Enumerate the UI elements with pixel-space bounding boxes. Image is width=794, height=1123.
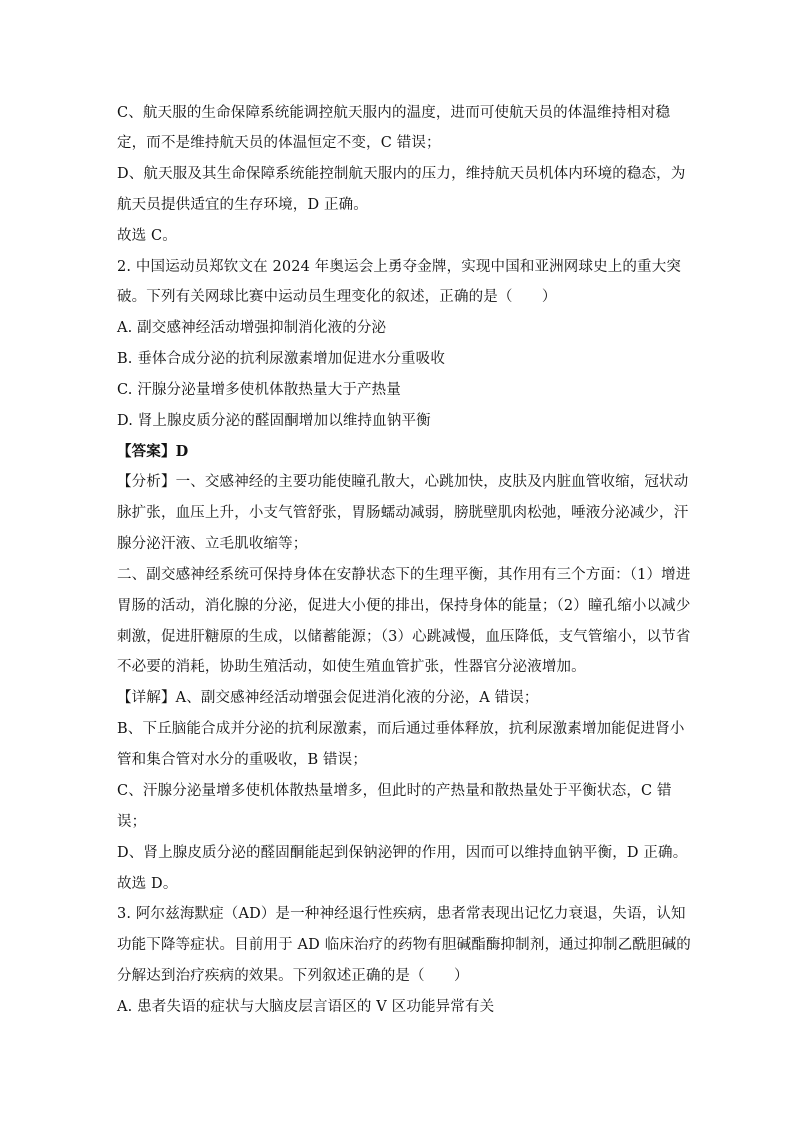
analysis-line: 胃肠的活动，消化腺的分泌，促进大小便的排出，保持身体的能量；（2）瞳孔缩小以减少 bbox=[117, 598, 691, 614]
analysis-line: 腺分泌汗液、立毛肌收缩等； bbox=[117, 536, 308, 552]
text-line: C、航天服的生命保障系统能调控航天服内的温度，进而可使航天员的体温维持相对稳 bbox=[117, 105, 671, 121]
text-line: 航天员提供适宜的生存环境，D 正确。 bbox=[117, 197, 368, 213]
analysis-line: 刺激，促进肝糖原的生成，以储蓄能源；（3）心跳减慢，血压降低，支气管缩小，以节省 bbox=[117, 629, 691, 645]
explanation-line: 故选 D。 bbox=[117, 876, 178, 892]
analysis-line: 不必要的消耗，协助生殖活动，如使生殖血管扩张，性器官分泌液增加。 bbox=[117, 659, 586, 675]
answer-line: 【答案】D bbox=[117, 443, 189, 460]
option-a: A. 患者失语的症状与大脑皮层言语区的 V 区功能异常有关 bbox=[117, 999, 495, 1015]
explanation-line: C、汗腺分泌量增多使机体散热量增多，但此时的产热量和散热量处于平衡状态，C 错 bbox=[117, 783, 672, 799]
text-line: 定，而不是维持航天员的体温恒定不变，C 错误； bbox=[117, 135, 441, 151]
question-2-line: 2. 中国运动员郑钦文在 2024 年奥运会上勇夺金牌，实现中国和亚洲网球史上的重大突 bbox=[117, 259, 682, 275]
explanation-line: 管和集合管对水分的重吸收，B 错误； bbox=[117, 752, 367, 768]
text-line: 故选 C。 bbox=[117, 228, 177, 244]
analysis-line: 二、副交感神经系统可保持身体在安静状态下的生理平衡，其作用有三个方面：（1）增进 bbox=[117, 567, 691, 583]
option-c: C. 汗腺分泌量增多使机体散热量大于产热量 bbox=[117, 382, 401, 398]
question-3-line: 分解达到治疗疾病的效果。下列叙述正确的是（ ） bbox=[117, 968, 469, 984]
question-3-line: 功能下降等症状。目前用于 AD 临床治疗的药物有胆碱酯酶抑制剂，通过抑制乙酰胆碱的 bbox=[117, 937, 691, 953]
option-d: D. 肾上腺皮质分泌的醛固酮增加以维持血钠平衡 bbox=[117, 413, 431, 429]
analysis-line: 【分析】一、交感神经的主要功能使瞳孔散大，心跳加快，皮肤及内脏血管收缩，冠状动 bbox=[117, 474, 689, 490]
option-a: A. 副交感神经活动增强抑制消化液的分泌 bbox=[117, 320, 387, 336]
option-b: B. 垂体合成分泌的抗利尿激素增加促进水分重吸收 bbox=[117, 351, 445, 367]
explanation-line: 【详解】A、副交感神经活动增强会促进消化液的分泌，A 错误； bbox=[117, 690, 539, 706]
explanation-line: D、肾上腺皮质分泌的醛固酮能起到保钠泌钾的作用，因而可以维持血钠平衡，D 正确。 bbox=[117, 845, 688, 861]
question-2-line: 破。下列有关网球比赛中运动员生理变化的叙述，正确的是（ ） bbox=[117, 289, 557, 305]
explanation-line: B、下丘脑能合成并分泌的抗利尿激素，而后通过垂体释放，抗利尿激素增加能促进肾小 bbox=[117, 721, 685, 737]
analysis-line: 脉扩张，血压上升，小支气管舒张，胃肠蠕动减弱，膀胱壁肌肉松弛，唾液分泌减少，汗 bbox=[117, 505, 689, 521]
question-3-line: 3. 阿尔兹海默症（AD）是一种神经退行性疾病，患者常表现出记忆力衰退，失语，认知 bbox=[117, 906, 686, 922]
text-line: D、航天服及其生命保障系统能控制航天服内的压力，维持航天员机体内环境的稳态，为 bbox=[117, 166, 686, 182]
explanation-line: 误； bbox=[117, 814, 147, 830]
